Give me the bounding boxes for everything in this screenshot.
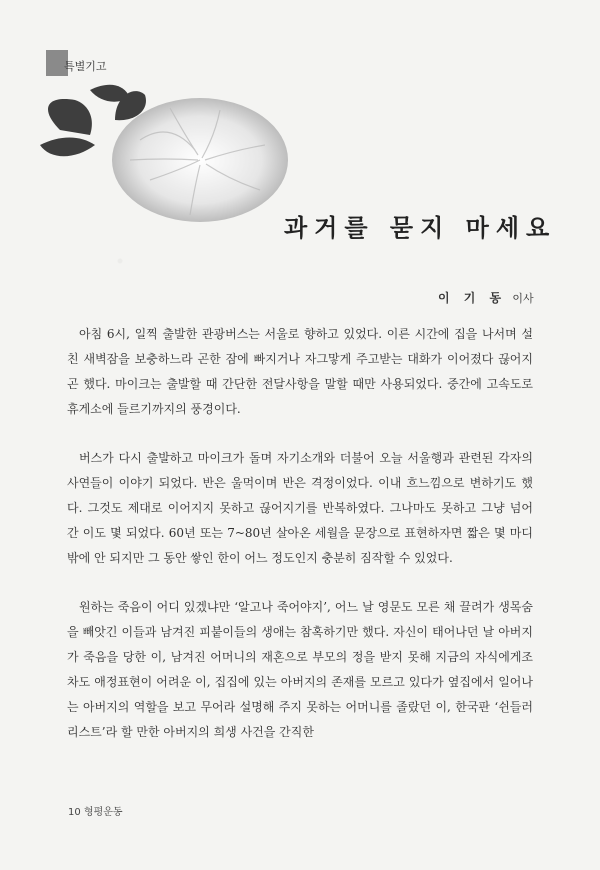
- page-number: 10: [68, 807, 81, 818]
- author-byline: [438, 289, 534, 306]
- publication-name: 형평운동: [83, 807, 123, 818]
- article-title: 과거를 묻지 마세요: [284, 214, 557, 242]
- paragraph: 아침 6시, 일찍 출발한 관광버스는 서울로 향하고 있었다. 이른 시간에 집을 나서며 설친 새벽잠을 보충하느라 곤한 잠에 빠지거나 자그맣게 주고받는 대화가 이어졌다 끊어지곤 했다. 마이크는 출발할 때 간단한 전달사항을 말할 때만 사용되었다. 중간에 고속도로 휴게소에 들르기까지의 풍경이다.: [67, 327, 533, 416]
- author-name: 이 기 동: [438, 291, 507, 305]
- flower-head: [112, 98, 288, 222]
- page-footer: [68, 803, 123, 818]
- article-body: [67, 322, 533, 745]
- paragraph: 원하는 죽음이 어디 있겠냐만 ‘알고나 죽어야지’, 어느 날 영문도 모른 채 끌려가 생목숨을 빼앗긴 이들과 남겨진 피붙이들의 생애는 참혹하기만 했다. 자신이 태어나던 날 아버지가 죽음을 당한 이, 남겨진 어머니의 재혼으로 부모의 정을 받지 못해 지금의 자식에게조차도 애정표현이 어려운 이, 집집에 있는 아버지의 존재를 모르고 있다가 옆집에서 일어나는 아버지의 역할을 보고 무어라 설명해 주지 못하는 어머니를 졸랐던 이, 한국판 ‘쉰들러리스트’라 할 만한 아버지의 희생 사건을 간직한: [67, 600, 533, 739]
- author-role: 이사: [512, 292, 534, 305]
- chrysanthemum-illustration: [20, 50, 320, 250]
- paragraph: 버스가 다시 출발하고 마이크가 돌며 자기소개와 더불어 오늘 서울행과 관련된 각자의 사연들이 이야기 되었다. 반은 울먹이며 반은 격정이었다. 이내 흐느낌으로 변하기도 했다. 그것도 제대로 이어지지 못하고 끊어지기를 반복하였다. 그나마도 못하고 그냥 넘어 간 이도 몇 되었다. 60년 또는 7~80년 살아온 세월을 문장으로 표현하자면 짧은 몇 마디 밖에 안 되지만 그 동안 쌓인 한이 어느 정도인지 충분히 짐작할 수 있었다.: [67, 451, 533, 565]
- section-label: 특별기고: [64, 60, 107, 73]
